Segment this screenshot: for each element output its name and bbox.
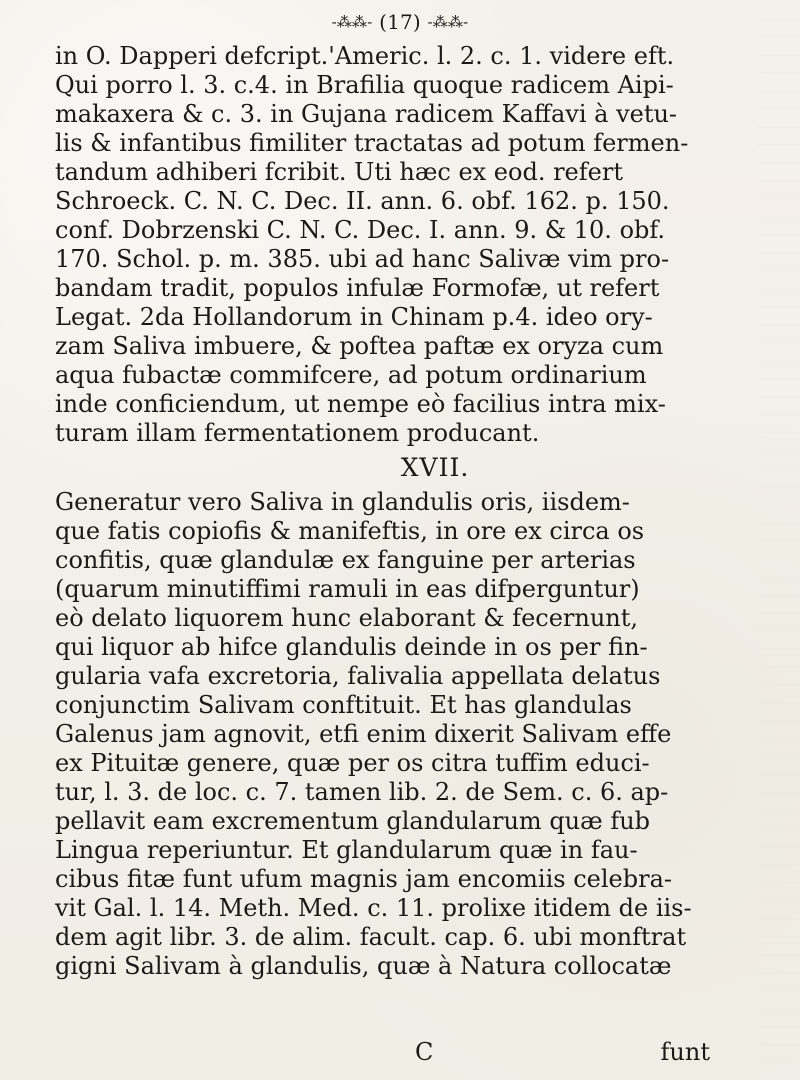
text-line: dem agit libr. 3. de alim. facult. cap. 6. ubi monftrat <box>55 923 687 951</box>
text-line: inde conficiendum, ut nempe eò facilius intra mix- <box>55 390 666 418</box>
text-line: Schroeck. C. N. C. Dec. II. ann. 6. obf. 162. p. 150. <box>55 187 670 215</box>
text-line: turam illam fermentationem producant. <box>55 419 540 447</box>
page-number: (17) <box>379 10 421 34</box>
text-line: eò delato liquorem hunc elaborant & fecernunt, <box>55 604 639 632</box>
text-line: qui liquor ab hifce glandulis deinde in os per fin- <box>55 633 648 661</box>
text-line: gularia vafa excretoria, falivalia appellata delatus <box>55 662 661 690</box>
text-line: aqua fubactæ commifcere, ad potum ordinarium <box>55 361 647 389</box>
text-line: lis & infantibus fimiliter tractatas ad potum fermen- <box>55 129 689 157</box>
left-ornament: -⁂⁂- <box>331 13 373 31</box>
catchword: funt <box>660 1038 710 1066</box>
text-line: Galenus jam agnovit, etfi enim dixerit Salivam effe <box>55 720 672 748</box>
page-body <box>55 42 745 981</box>
text-line: tur, l. 3. de loc. c. 7. tamen lib. 2. de Sem. c. 6. ap- <box>55 778 669 806</box>
page-footer <box>55 1038 745 1067</box>
signature-mark: C <box>415 1038 434 1066</box>
text-line: Generatur vero Saliva in glandulis oris, iisdem- <box>55 488 630 516</box>
text-line: conf. Dobrzenski C. N. C. Dec. I. ann. 9. & 10. obf. <box>55 216 666 244</box>
text-line: Qui porro l. 3. c.4. in Brafilia quoque radicem Aipi- <box>55 71 674 99</box>
text-line: in O. Dapperi defcript.'Americ. l. 2. c. 1. videre eft. <box>55 42 675 70</box>
right-ornament: -⁂⁂- <box>427 13 469 31</box>
text-line: 170. Schol. p. m. 385. ubi ad hanc Salivæ vim pro- <box>55 245 670 273</box>
text-line: Legat. 2da Hollandorum in Chinam p.4. ideo ory- <box>55 303 653 331</box>
paper-edge-texture <box>758 0 800 1080</box>
text-line: tandum adhiberi fcribit. Uti hæc ex eod. refert <box>55 158 623 186</box>
text-line: vit Gal. l. 14. Meth. Med. c. 11. prolixe itidem de iis- <box>55 894 692 922</box>
text-line: ex Pituitæ genere, quæ per os citra tuffim educi- <box>55 749 650 777</box>
text-line: confitis, quæ glandulæ ex fanguine per arterias <box>55 546 636 574</box>
text-line: zam Saliva imbuere, & poftea paftæ ex oryza cum <box>55 332 664 360</box>
text-line: Lingua reperiuntur. Et glandularum quæ in fau- <box>55 836 638 864</box>
text-line: pellavit eam excrementum glandularum quæ fub <box>55 807 651 835</box>
section-heading: XVII. <box>400 453 470 482</box>
text-line: (quarum minutiffimi ramuli in eas difperguntur) <box>55 575 640 603</box>
page-header <box>0 10 800 36</box>
text-line: conjunctim Salivam conftituit. Et has glandulas <box>55 691 632 719</box>
text-line: gigni Salivam à glandulis, quæ à Natura collocatæ <box>55 952 672 980</box>
text-line: makaxera & c. 3. in Gujana radicem Kaffavi à vetu- <box>55 100 678 128</box>
text-line: bandam tradit, populos infulæ Formofæ, ut refert <box>55 274 660 302</box>
text-line: que fatis copiofis & manifeftis, in ore ex circa os <box>55 517 645 545</box>
text-line: cibus fitæ funt ufum magnis jam encomiis celebra- <box>55 865 673 893</box>
